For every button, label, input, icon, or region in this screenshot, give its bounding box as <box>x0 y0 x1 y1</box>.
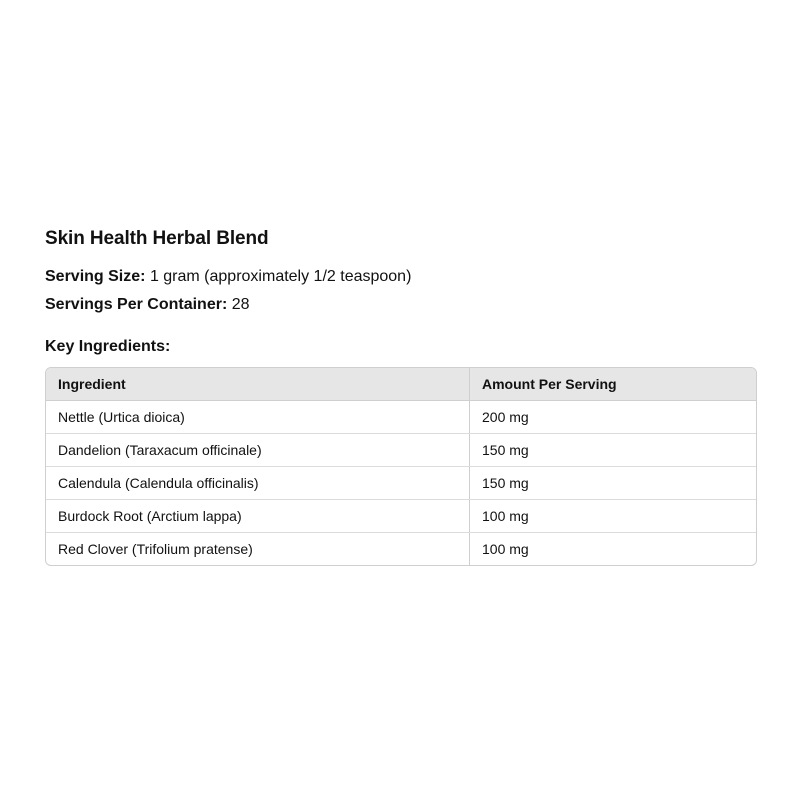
column-header-ingredient: Ingredient <box>46 368 470 401</box>
ingredient-amount: 100 mg <box>482 541 529 557</box>
column-header-amount: Amount Per Serving <box>470 368 757 401</box>
table-row <box>46 500 756 533</box>
product-info-panel <box>45 226 757 566</box>
table-header-row <box>46 368 756 401</box>
table-row <box>46 533 756 566</box>
ingredient-name: Calendula (Calendula officinalis) <box>46 467 470 500</box>
servings-per-container <box>45 294 757 316</box>
ingredient-name: Dandelion (Taraxacum officinale) <box>46 434 470 467</box>
servings-per-container-value: 28 <box>231 296 250 313</box>
product-title: Skin Health Herbal Blend <box>45 228 269 249</box>
serving-size-label: Serving Size: <box>45 268 146 285</box>
table-row <box>46 434 756 467</box>
servings-per-container-label: Servings Per Container: <box>45 296 228 313</box>
serving-size <box>45 266 757 288</box>
ingredient-amount: 100 mg <box>470 500 757 533</box>
ingredient-amount: 150 mg <box>470 467 757 500</box>
key-ingredients-heading: Key Ingredients: <box>45 338 171 355</box>
ingredient-amount: 200 mg <box>470 401 757 434</box>
serving-size-value: 1 gram (approximately 1/2 teaspoon) <box>149 268 412 285</box>
ingredients-table <box>45 367 757 566</box>
ingredient-name: Burdock Root (Arctium lappa) <box>46 500 470 533</box>
ingredient-name: Red Clover (Trifolium pratense) <box>46 533 470 566</box>
ingredient-amount: 150 mg <box>470 434 757 467</box>
ingredient-name: Nettle (Urtica dioica) <box>46 401 470 434</box>
table-row <box>46 401 756 434</box>
table-row <box>46 467 756 500</box>
